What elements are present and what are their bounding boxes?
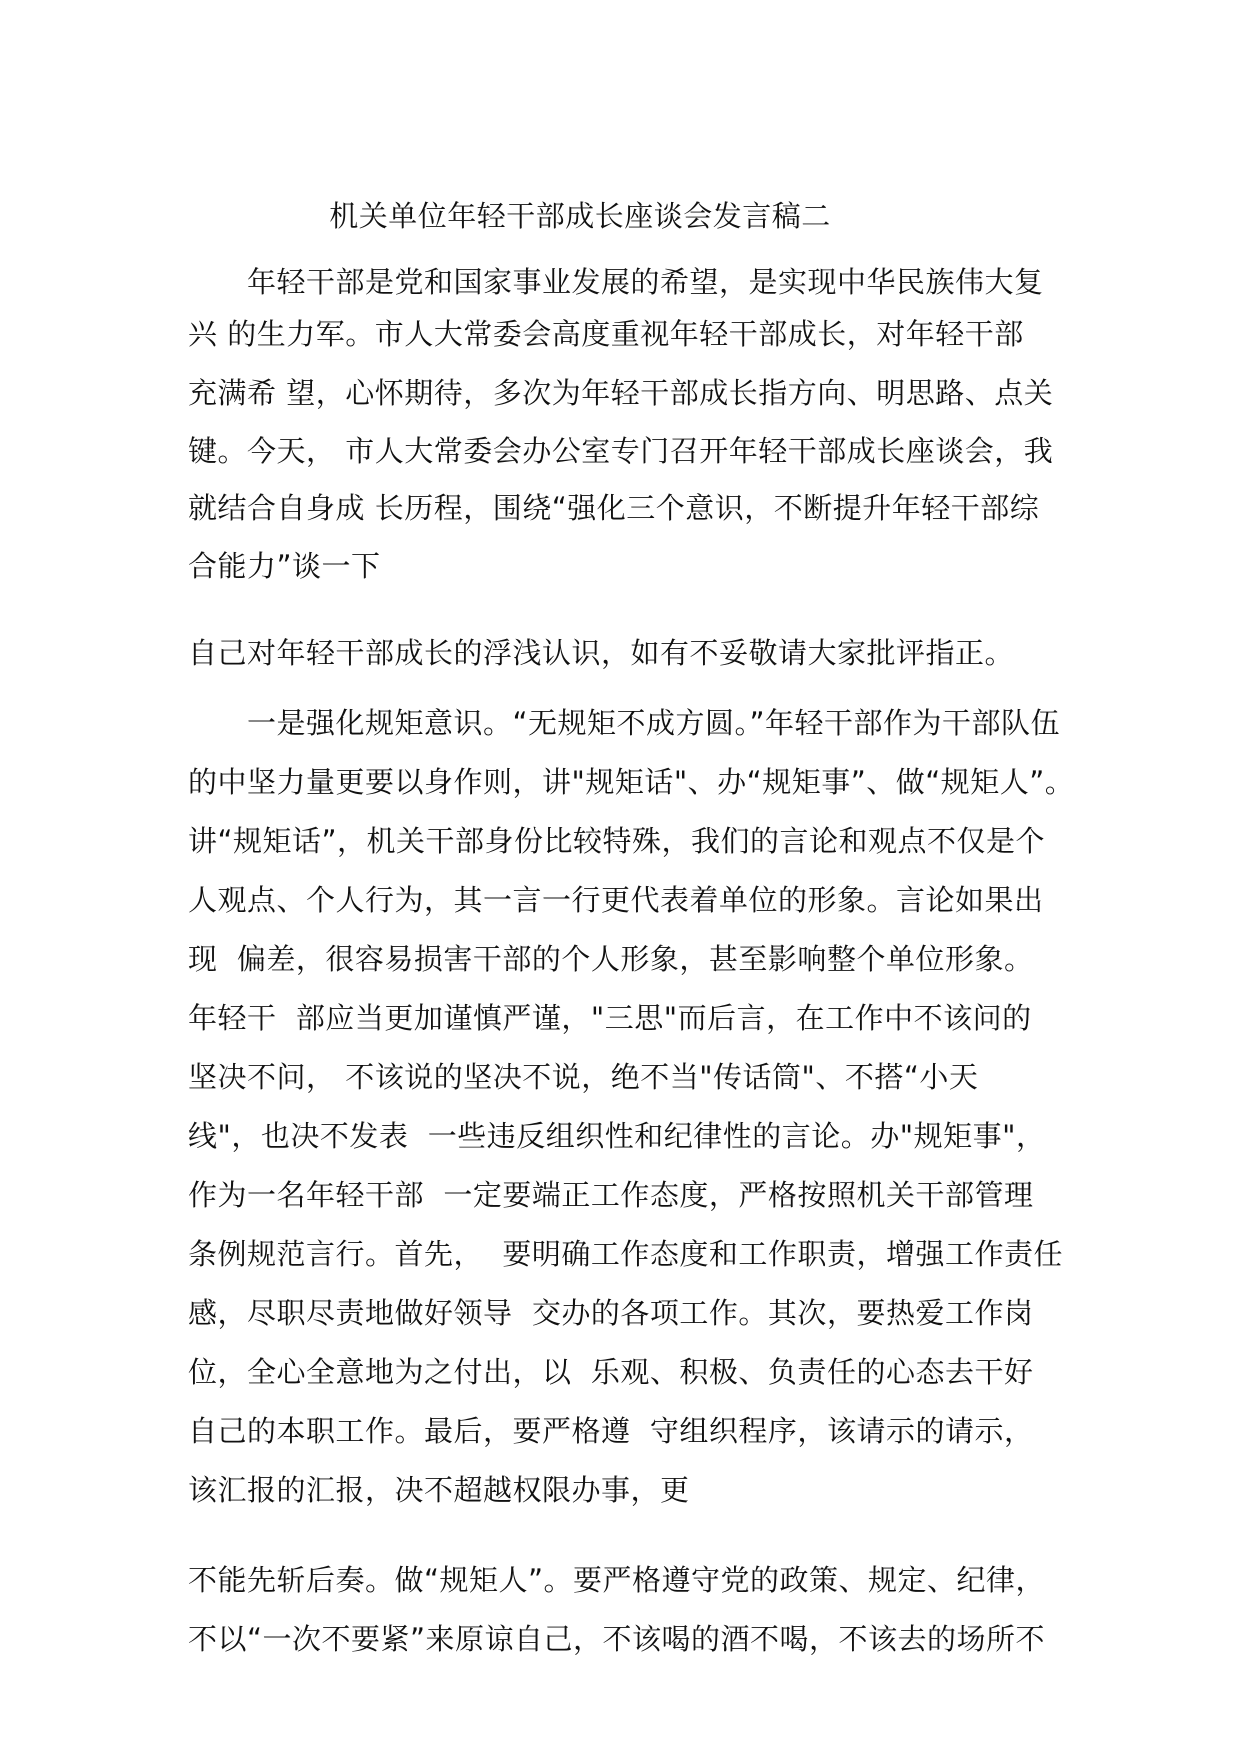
paragraph-line: 自己的本职工作。最后，要严格遵 守组织程序，该请示的请示， [188, 1414, 1034, 1448]
paragraph-line: 就结合自身成 长历程，围绕“强化三个意识，不断提升年轻干部综 [188, 491, 1040, 525]
paragraph-line: 年轻干部是党和国家事业发展的希望，是实现中华民族伟大复 [188, 265, 1044, 299]
paragraph-line: 不能先斩后奏。做“规矩人”。要严格遵守党的政策、规定、纪律， [188, 1563, 1046, 1597]
paragraph-line: 自己对年轻干部成长的浮浅认识，如有不妥敬请大家批评指正。 [188, 636, 1015, 670]
paragraph-line: 充满希 望，心怀期待，多次为年轻干部成长指方向、明思路、点关 [188, 376, 1054, 410]
paragraph-line: 不以“一次不要紧”来原谅自己，不该喝的酒不喝，不该去的场所不 [188, 1622, 1046, 1656]
paragraph-line: 感，尽职尽责地做好领导 交办的各项工作。其次，要热爱工作岗 [188, 1296, 1034, 1330]
paragraph-line: 作为一名年轻干部 一定要端正工作态度，严格按照机关干部管理 [188, 1178, 1034, 1212]
paragraph-line: 条例规范言行。首先， 要明确工作态度和工作职责，增强工作责任 [188, 1237, 1063, 1271]
paragraph-line: 坚决不问， 不该说的坚决不说，绝不当"传话筒"、不搭“小天 [188, 1060, 979, 1094]
paragraph-line: 现 偏差，很容易损害干部的个人形象，甚至影响整个单位形象。 [188, 942, 1034, 976]
paragraph-line: 讲“规矩话”，机关干部身份比较特殊，我们的言论和观点不仅是个 [188, 824, 1046, 858]
paragraph-line: 年轻干 部应当更加谨慎严谨，"三思"而后言，在工作中不该问的 [188, 1001, 1032, 1035]
paragraph-line: 的中坚力量更要以身作则，讲"规矩话"、办“规矩事”、做“规矩人”。 [188, 765, 1075, 799]
paragraph-line: 该汇报的汇报，决不超越权限办事，更 [188, 1473, 690, 1507]
document-title: 机关单位年轻干部成长座谈会发言稿二 [329, 199, 831, 233]
paragraph-line: 一是强化规矩意识。“无规矩不成方圆。”年轻干部作为干部队伍 [188, 706, 1061, 740]
paragraph-line: 合能力”谈一下 [188, 549, 381, 583]
paragraph-line: 位，全心全意地为之付出，以 乐观、积极、负责任的心态去干好 [188, 1355, 1034, 1389]
paragraph-line: 兴 的生力军。市人大常委会高度重视年轻干部成长，对年轻干部 [188, 317, 1024, 351]
paragraph-line: 键。今天， 市人大常委会办公室专门召开年轻干部成长座谈会，我 [188, 434, 1054, 468]
paragraph-line: 线"，也决不发表 一些违反组织性和纪律性的言论。办"规矩事"， [188, 1119, 1046, 1153]
paragraph-line: 人观点、个人行为，其一言一行更代表着单位的形象。言论如果出 [188, 883, 1044, 917]
